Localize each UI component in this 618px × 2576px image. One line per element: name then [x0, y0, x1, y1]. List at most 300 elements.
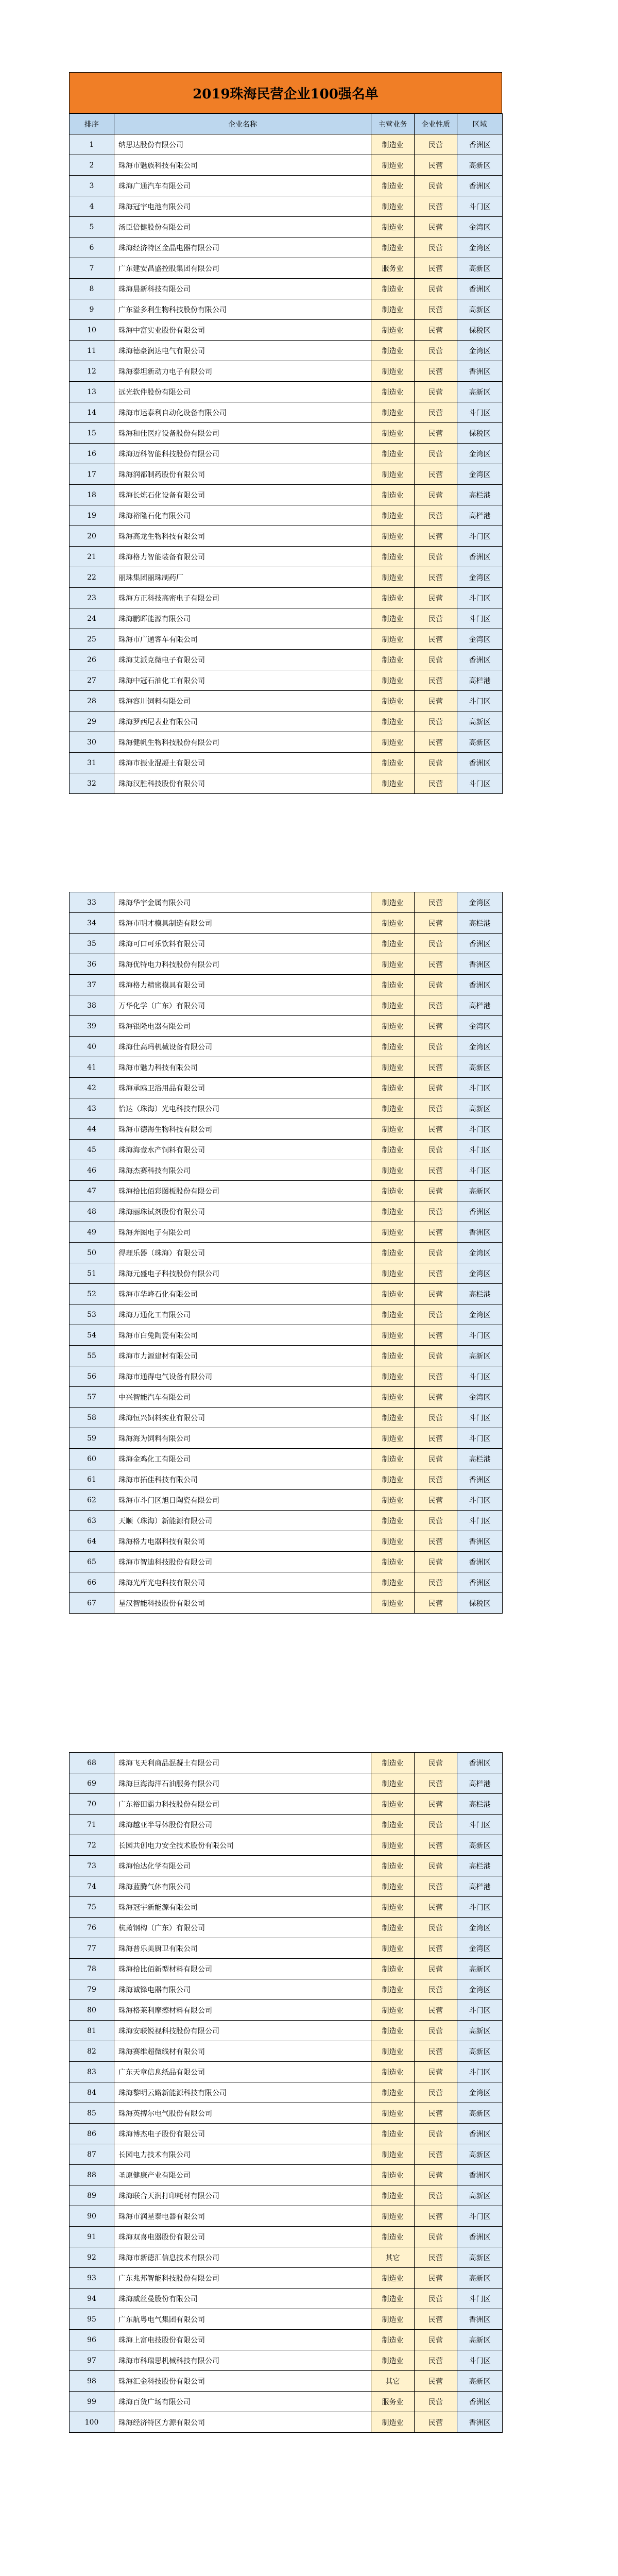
rank-cell: 18	[70, 485, 114, 505]
ownership-cell: 民营	[415, 299, 457, 320]
ownership-cell: 民营	[415, 1511, 457, 1531]
table-row	[70, 1098, 503, 1119]
district-cell: 香洲区	[457, 1469, 503, 1490]
company-name-cell: 珠海可口可乐饮料有限公司	[114, 934, 371, 954]
table-row	[70, 1876, 503, 1897]
company-name-cell: 珠海中富实业股份有限公司	[114, 320, 371, 341]
table-row	[70, 1469, 503, 1490]
district-cell: 斗门区	[457, 1511, 503, 1531]
industry-cell: 制造业	[371, 913, 415, 934]
rank-cell: 66	[70, 1572, 114, 1593]
district-cell: 金湾区	[457, 1918, 503, 1938]
table-row	[70, 1449, 503, 1469]
industry-cell: 制造业	[371, 2165, 415, 2185]
table-row	[70, 1057, 503, 1078]
rank-cell: 55	[70, 1346, 114, 1366]
industry-cell: 制造业	[371, 1572, 415, 1593]
rank-cell: 88	[70, 2165, 114, 2185]
company-name-cell: 广东天章信息纸品有限公司	[114, 2062, 371, 2082]
district-cell: 香洲区	[457, 2392, 503, 2412]
company-name-cell: 珠海越亚半导体股份有限公司	[114, 1815, 371, 1835]
company-name-cell: 珠海罗西尼表业有限公司	[114, 711, 371, 732]
industry-cell: 制造业	[371, 711, 415, 732]
rank-cell: 77	[70, 1938, 114, 1959]
district-cell: 斗门区	[457, 1366, 503, 1387]
ownership-cell: 民营	[415, 155, 457, 176]
ownership-cell: 民营	[415, 341, 457, 361]
company-name-cell: 珠海市通得电气设备有限公司	[114, 1366, 371, 1387]
industry-cell: 制造业	[371, 2268, 415, 2289]
district-cell: 金湾区	[457, 629, 503, 650]
company-name-cell: 广东裕田霸力科技股份有限公司	[114, 1794, 371, 1815]
ownership-cell: 民营	[415, 1387, 457, 1408]
table-row	[70, 1753, 503, 1773]
industry-cell: 制造业	[371, 954, 415, 975]
district-cell: 斗门区	[457, 1140, 503, 1160]
district-cell: 斗门区	[457, 588, 503, 608]
district-cell: 斗门区	[457, 2062, 503, 2082]
company-name-cell: 珠海元盛电子科技股份有限公司	[114, 1263, 371, 1284]
rank-cell: 17	[70, 464, 114, 485]
industry-cell: 制造业	[371, 1160, 415, 1181]
industry-cell: 制造业	[371, 1531, 415, 1552]
ownership-cell: 民营	[415, 2103, 457, 2124]
company-name-cell: 万华化学（广东）有限公司	[114, 995, 371, 1016]
table-row	[70, 299, 503, 320]
ownership-cell: 民营	[415, 134, 457, 155]
table-row	[70, 196, 503, 217]
ownership-cell: 民营	[415, 1078, 457, 1098]
rank-cell: 94	[70, 2289, 114, 2309]
table-row	[70, 1856, 503, 1876]
district-cell: 金湾区	[457, 567, 503, 588]
industry-cell: 制造业	[371, 1325, 415, 1346]
ownership-cell: 民营	[415, 1160, 457, 1181]
company-name-cell: 珠海仕高玛机械设备有限公司	[114, 1037, 371, 1057]
company-name-cell: 珠海冠宇电池有限公司	[114, 196, 371, 217]
district-cell: 斗门区	[457, 2289, 503, 2309]
table-row	[70, 2309, 503, 2330]
table-row	[70, 402, 503, 423]
rank-cell: 15	[70, 423, 114, 444]
rank-cell: 96	[70, 2330, 114, 2350]
district-cell: 金湾区	[457, 1938, 503, 1959]
district-cell: 金湾区	[457, 2082, 503, 2103]
ownership-cell: 民营	[415, 1835, 457, 1856]
industry-cell: 制造业	[371, 934, 415, 954]
industry-cell: 制造业	[371, 444, 415, 464]
industry-cell: 制造业	[371, 1346, 415, 1366]
company-name-cell: 珠海汉胜科技股份有限公司	[114, 773, 371, 794]
ownership-cell: 民营	[415, 1469, 457, 1490]
rank-cell: 62	[70, 1490, 114, 1511]
industry-cell: 制造业	[371, 1511, 415, 1531]
district-cell: 保税区	[457, 1593, 503, 1614]
industry-cell: 制造业	[371, 2412, 415, 2433]
table-row	[70, 2124, 503, 2144]
industry-cell: 制造业	[371, 2330, 415, 2350]
ownership-cell: 民营	[415, 1098, 457, 1119]
rank-cell: 7	[70, 258, 114, 279]
company-name-cell: 圣原健康产业有限公司	[114, 2165, 371, 2185]
table-row	[70, 1346, 503, 1366]
rank-cell: 48	[70, 1201, 114, 1222]
district-cell: 保税区	[457, 423, 503, 444]
ownership-cell: 民营	[415, 485, 457, 505]
company-name-cell: 珠海市广通客车有限公司	[114, 629, 371, 650]
rank-cell: 99	[70, 2392, 114, 2412]
rank-cell: 45	[70, 1140, 114, 1160]
district-cell: 香洲区	[457, 2412, 503, 2433]
company-name-cell: 珠海黎明云路新能源科技有限公司	[114, 2082, 371, 2103]
company-name-cell: 珠海蓝腾气体有限公司	[114, 1876, 371, 1897]
company-name-cell: 珠海格力电器科技有限公司	[114, 1531, 371, 1552]
rank-cell: 78	[70, 1959, 114, 1979]
ownership-cell: 民营	[415, 1938, 457, 1959]
rank-cell: 10	[70, 320, 114, 341]
table-row	[70, 2165, 503, 2185]
company-name-cell: 珠海承鸥卫浴用品有限公司	[114, 1078, 371, 1098]
ownership-cell: 民营	[415, 1325, 457, 1346]
industry-cell: 制造业	[371, 2144, 415, 2165]
ownership-cell: 民营	[415, 913, 457, 934]
ownership-cell: 民营	[415, 2412, 457, 2433]
table-row	[70, 711, 503, 732]
industry-cell: 制造业	[371, 1243, 415, 1263]
table-row	[70, 2247, 503, 2268]
company-name-cell: 珠海威丝曼股份有限公司	[114, 2289, 371, 2309]
district-cell: 斗门区	[457, 773, 503, 794]
table-row	[70, 608, 503, 629]
ownership-cell: 民营	[415, 2371, 457, 2392]
district-cell: 香洲区	[457, 1753, 503, 1773]
rank-cell: 24	[70, 608, 114, 629]
district-cell: 香洲区	[457, 1531, 503, 1552]
company-name-cell: 广东建安昌盛控股集团有限公司	[114, 258, 371, 279]
table-row	[70, 2000, 503, 2021]
company-name-cell: 远光软件股份有限公司	[114, 382, 371, 402]
industry-cell: 制造业	[371, 588, 415, 608]
rank-cell: 68	[70, 1753, 114, 1773]
ranking-table	[69, 113, 503, 794]
industry-cell: 制造业	[371, 2289, 415, 2309]
company-name-cell: 珠海泰坦新动力电子有限公司	[114, 361, 371, 382]
ownership-cell: 民营	[415, 975, 457, 995]
table-row	[70, 279, 503, 299]
district-cell: 金湾区	[457, 1243, 503, 1263]
district-cell: 斗门区	[457, 1160, 503, 1181]
industry-cell: 制造业	[371, 505, 415, 526]
district-cell: 高新区	[457, 1057, 503, 1078]
industry-cell: 制造业	[371, 1078, 415, 1098]
industry-cell: 制造业	[371, 1201, 415, 1222]
district-cell: 高栏港	[457, 485, 503, 505]
rank-cell: 49	[70, 1222, 114, 1243]
ownership-cell: 民营	[415, 2021, 457, 2041]
ownership-cell: 民营	[415, 2289, 457, 2309]
sheet-section-3	[69, 1752, 502, 2433]
industry-cell: 制造业	[371, 485, 415, 505]
company-name-cell: 珠海市斗门区旭日陶瓷有限公司	[114, 1490, 371, 1511]
district-cell: 金湾区	[457, 1016, 503, 1037]
industry-cell: 制造业	[371, 134, 415, 155]
district-cell: 高新区	[457, 2247, 503, 2268]
table-row	[70, 2103, 503, 2124]
district-cell: 高新区	[457, 1959, 503, 1979]
table-row	[70, 1835, 503, 1856]
rank-cell: 14	[70, 402, 114, 423]
ownership-cell: 民营	[415, 279, 457, 299]
company-name-cell: 珠海市智迪科技股份有限公司	[114, 1552, 371, 1572]
table-row	[70, 1078, 503, 1098]
industry-cell: 制造业	[371, 1057, 415, 1078]
rank-cell: 95	[70, 2309, 114, 2330]
company-name-cell: 珠海长炼石化设备有限公司	[114, 485, 371, 505]
ownership-cell: 民营	[415, 608, 457, 629]
industry-cell: 制造业	[371, 1897, 415, 1918]
ownership-cell: 民营	[415, 691, 457, 711]
table-row	[70, 2371, 503, 2392]
company-name-cell: 珠海巨海海洋石油服务有限公司	[114, 1773, 371, 1794]
district-cell: 香洲区	[457, 279, 503, 299]
ownership-cell: 民营	[415, 2124, 457, 2144]
rank-cell: 83	[70, 2062, 114, 2082]
table-row	[70, 217, 503, 238]
table-row	[70, 1181, 503, 1201]
ownership-cell: 民营	[415, 2227, 457, 2247]
company-name-cell: 珠海联合天润打印耗材有限公司	[114, 2185, 371, 2206]
industry-cell: 制造业	[371, 423, 415, 444]
company-name-cell: 纳思达股份有限公司	[114, 134, 371, 155]
ownership-cell: 民营	[415, 670, 457, 691]
ownership-cell: 民营	[415, 650, 457, 670]
rank-cell: 93	[70, 2268, 114, 2289]
ownership-cell: 民营	[415, 1753, 457, 1773]
ownership-cell: 民营	[415, 423, 457, 444]
district-cell: 斗门区	[457, 2350, 503, 2371]
company-name-cell: 珠海市力源建材有限公司	[114, 1346, 371, 1366]
rank-cell: 82	[70, 2041, 114, 2062]
company-name-cell: 珠海经济特区方源有限公司	[114, 2412, 371, 2433]
table-row	[70, 1773, 503, 1794]
district-cell: 斗门区	[457, 1408, 503, 1428]
table-row	[70, 1428, 503, 1449]
company-name-cell: 珠海鹏晖能源有限公司	[114, 608, 371, 629]
ownership-cell: 民营	[415, 1181, 457, 1201]
ownership-cell: 民营	[415, 1794, 457, 1815]
rank-cell: 44	[70, 1119, 114, 1140]
district-cell: 高新区	[457, 2103, 503, 2124]
district-cell: 高新区	[457, 299, 503, 320]
district-cell: 高栏港	[457, 1876, 503, 1897]
ownership-cell: 民营	[415, 258, 457, 279]
company-name-cell: 珠海高龙生物科技有限公司	[114, 526, 371, 547]
district-cell: 斗门区	[457, 402, 503, 423]
district-cell: 斗门区	[457, 1897, 503, 1918]
table-row	[70, 2392, 503, 2412]
industry-cell: 制造业	[371, 1449, 415, 1469]
col-header-rank: 排序	[70, 114, 114, 134]
company-name-cell: 珠海普乐美厨卫有限公司	[114, 1938, 371, 1959]
district-cell: 高新区	[457, 2021, 503, 2041]
rank-cell: 79	[70, 1979, 114, 2000]
district-cell: 香洲区	[457, 2165, 503, 2185]
ownership-cell: 民营	[415, 505, 457, 526]
industry-cell: 制造业	[371, 1753, 415, 1773]
ownership-cell: 民营	[415, 2268, 457, 2289]
industry-cell: 制造业	[371, 629, 415, 650]
company-name-cell: 长园共创电力安全技术股份有限公司	[114, 1835, 371, 1856]
ownership-cell: 民营	[415, 1815, 457, 1835]
rank-cell: 59	[70, 1428, 114, 1449]
table-row	[70, 2082, 503, 2103]
company-name-cell: 珠海拾比佰彩图板股份有限公司	[114, 1181, 371, 1201]
rank-cell: 42	[70, 1078, 114, 1098]
rank-cell: 32	[70, 773, 114, 794]
company-name-cell: 丽珠集团丽珠制药厂	[114, 567, 371, 588]
district-cell: 高新区	[457, 1181, 503, 1201]
industry-cell: 制造业	[371, 2103, 415, 2124]
ownership-cell: 民营	[415, 1140, 457, 1160]
industry-cell: 制造业	[371, 1815, 415, 1835]
district-cell: 金湾区	[457, 1263, 503, 1284]
ownership-cell: 民营	[415, 1531, 457, 1552]
ownership-cell: 民营	[415, 526, 457, 547]
district-cell: 金湾区	[457, 238, 503, 258]
ownership-cell: 民营	[415, 732, 457, 753]
rank-cell: 31	[70, 753, 114, 773]
sheet-section-2	[69, 892, 502, 1614]
ownership-cell: 民营	[415, 2330, 457, 2350]
rank-cell: 19	[70, 505, 114, 526]
ownership-cell: 民营	[415, 382, 457, 402]
ownership-cell: 民营	[415, 2309, 457, 2330]
company-name-cell: 珠海博杰电子股份有限公司	[114, 2124, 371, 2144]
industry-cell: 制造业	[371, 1773, 415, 1794]
industry-cell: 制造业	[371, 1959, 415, 1979]
ownership-cell: 民营	[415, 588, 457, 608]
company-name-cell: 珠海奔图电子有限公司	[114, 1222, 371, 1243]
ownership-cell: 民营	[415, 361, 457, 382]
col-header-district: 区域	[457, 114, 503, 134]
district-cell: 斗门区	[457, 608, 503, 629]
company-name-cell: 珠海英搏尔电气股份有限公司	[114, 2103, 371, 2124]
ownership-cell: 民营	[415, 2247, 457, 2268]
rank-cell: 43	[70, 1098, 114, 1119]
district-cell: 高新区	[457, 2041, 503, 2062]
rank-cell: 87	[70, 2144, 114, 2165]
industry-cell: 制造业	[371, 1408, 415, 1428]
rank-cell: 58	[70, 1408, 114, 1428]
table-row	[70, 1366, 503, 1387]
ownership-cell: 民营	[415, 1263, 457, 1284]
district-cell: 高新区	[457, 1835, 503, 1856]
industry-cell: 其它	[371, 2247, 415, 2268]
industry-cell: 制造业	[371, 1222, 415, 1243]
rank-cell: 33	[70, 892, 114, 913]
ownership-cell: 民营	[415, 547, 457, 567]
table-row	[70, 2350, 503, 2371]
ownership-cell: 民营	[415, 934, 457, 954]
table-row	[70, 444, 503, 464]
table-row	[70, 547, 503, 567]
ownership-cell: 民营	[415, 238, 457, 258]
table-row	[70, 1572, 503, 1593]
company-name-cell: 珠海汇金科技股份有限公司	[114, 2371, 371, 2392]
ownership-cell: 民营	[415, 1037, 457, 1057]
rank-cell: 6	[70, 238, 114, 258]
industry-cell: 制造业	[371, 196, 415, 217]
table-row	[70, 1979, 503, 2000]
table-row	[70, 1408, 503, 1428]
district-cell: 斗门区	[457, 1078, 503, 1098]
industry-cell: 制造业	[371, 2185, 415, 2206]
district-cell: 高新区	[457, 1346, 503, 1366]
table-row	[70, 361, 503, 382]
ownership-cell: 民营	[415, 1346, 457, 1366]
ownership-cell: 民营	[415, 1016, 457, 1037]
district-cell: 保税区	[457, 320, 503, 341]
industry-cell: 制造业	[371, 217, 415, 238]
rank-cell: 9	[70, 299, 114, 320]
company-name-cell: 珠海德豪润达电气有限公司	[114, 341, 371, 361]
company-name-cell: 珠海容川饲料有限公司	[114, 691, 371, 711]
rank-cell: 65	[70, 1552, 114, 1572]
industry-cell: 制造业	[371, 670, 415, 691]
ownership-cell: 民营	[415, 567, 457, 588]
district-cell: 高栏港	[457, 995, 503, 1016]
table-row	[70, 1201, 503, 1222]
rank-cell: 84	[70, 2082, 114, 2103]
industry-cell: 制造业	[371, 320, 415, 341]
district-cell: 斗门区	[457, 1428, 503, 1449]
table-row	[70, 258, 503, 279]
company-name-cell: 珠海市新德汇信息技术有限公司	[114, 2247, 371, 2268]
industry-cell: 制造业	[371, 2041, 415, 2062]
district-cell: 斗门区	[457, 2000, 503, 2021]
ownership-cell: 民营	[415, 2185, 457, 2206]
ownership-cell: 民营	[415, 1449, 457, 1469]
table-row	[70, 588, 503, 608]
table-row	[70, 567, 503, 588]
company-name-cell: 珠海怡达化学有限公司	[114, 1856, 371, 1876]
rank-cell: 89	[70, 2185, 114, 2206]
industry-cell: 其它	[371, 2371, 415, 2392]
district-cell: 金湾区	[457, 892, 503, 913]
company-name-cell: 珠海中冠石油化工有限公司	[114, 670, 371, 691]
table-row	[70, 2268, 503, 2289]
industry-cell: 制造业	[371, 1469, 415, 1490]
ownership-cell: 民营	[415, 1876, 457, 1897]
industry-cell: 制造业	[371, 1593, 415, 1614]
ownership-cell: 民营	[415, 1222, 457, 1243]
company-name-cell: 珠海银隆电器有限公司	[114, 1016, 371, 1037]
table-row	[70, 1160, 503, 1181]
rank-cell: 50	[70, 1243, 114, 1263]
district-cell: 高栏港	[457, 1449, 503, 1469]
table-row	[70, 1119, 503, 1140]
rank-cell: 92	[70, 2247, 114, 2268]
table-row	[70, 485, 503, 505]
rank-cell: 37	[70, 975, 114, 995]
district-cell: 高栏港	[457, 670, 503, 691]
district-cell: 高新区	[457, 2330, 503, 2350]
industry-cell: 制造业	[371, 382, 415, 402]
rank-cell: 12	[70, 361, 114, 382]
rank-cell: 85	[70, 2103, 114, 2124]
ownership-cell: 民营	[415, 1428, 457, 1449]
district-cell: 斗门区	[457, 2206, 503, 2227]
